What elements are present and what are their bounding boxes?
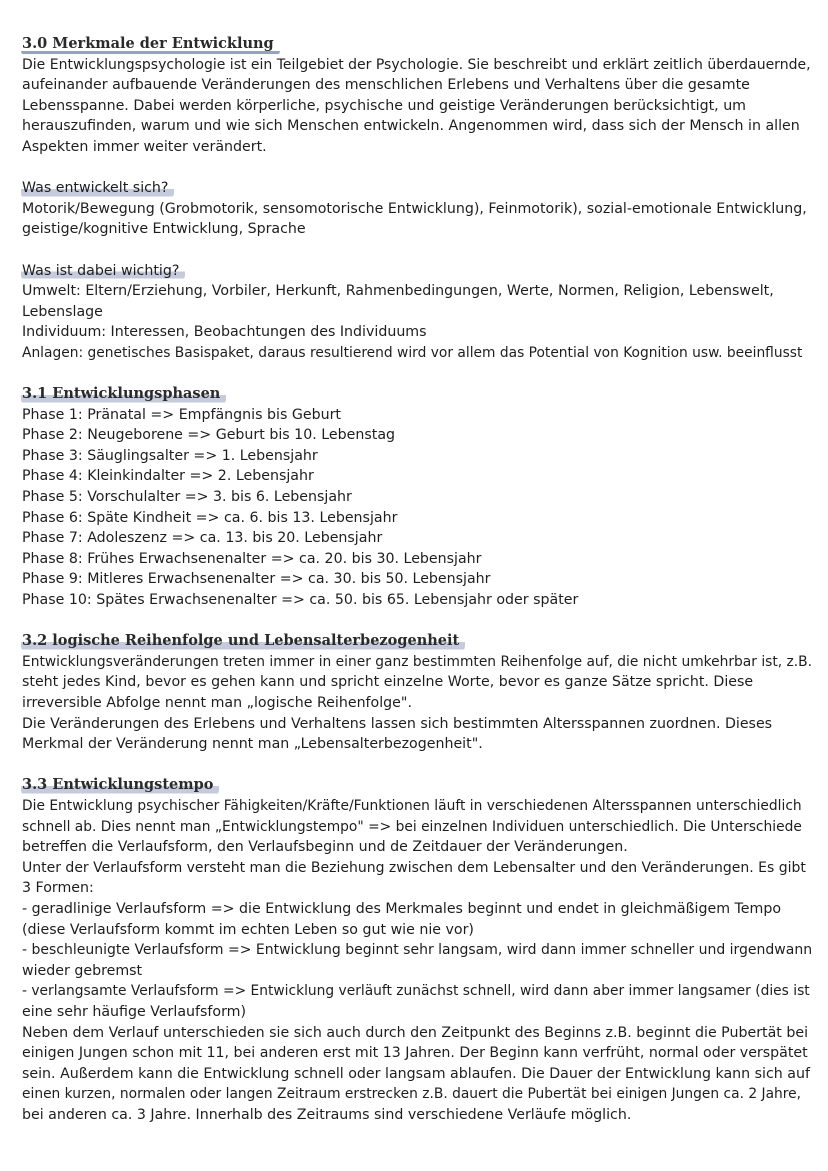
text-line: Anlagen: genetisches Basispaket, daraus resultierend wird vor allem das Potential von Kognition usw. beeinflusst — [22, 344, 803, 361]
text-line: einigen Jungen schon mit 11, bei anderen erst mit 13 Jahren. Der Beginn kann verfrüht, normal oder verspätet — [22, 1045, 808, 1062]
phase-item: Phase 10: Spätes Erwachsenenalter => ca. 50. bis 65. Lebensjahr oder später — [22, 592, 579, 609]
text-line: (diese Verlaufsform kommt im echten Leben so gut wie nie vor) — [22, 921, 474, 938]
text-line: irreversible Abfolge nennt man „logische Reihenfolge". — [22, 695, 412, 711]
section-heading: 3.3 Entwicklungstempo — [21, 775, 219, 796]
text-line: Lebensspanne. Dabei werden körperliche, psychische und geistige Veränderungen berücksichtigt, um — [22, 97, 747, 114]
section-was-entwickelt — [22, 178, 812, 240]
phase-item: Phase 1: Pränatal => Empfängnis bis Geburt — [22, 406, 341, 423]
text-line: sein. Außerdem kann die Entwicklung schnell oder langsam ablaufen. Die Dauer der Entwicklung kann sich auf — [22, 1065, 810, 1082]
text-line: Entwicklungsveränderungen treten immer in einer ganz bestimmten Reihenfolge auf, die nicht umkehrbar ist, z.B. — [22, 653, 812, 670]
text-line: einen kurzen, normalen oder langen Zeitraum erstrecken z.B. dauert die Pubertät bei einigen Jungen ca. 2 Jahre, — [22, 1086, 802, 1103]
text-line: - beschleunigte Verlaufsform => Entwicklung beginnt sehr langsam, wird dann immer schneller und irgendwann — [22, 942, 813, 959]
text-line: Die Veränderungen des Erlebens und Verhaltens lassen sich bestimmten Altersspannen zuordnen. Dieses — [22, 715, 773, 732]
section-was-wichtig — [22, 261, 812, 364]
text-line: Aspekten immer weiter verändert. — [22, 138, 267, 155]
text-line: 3 Formen: — [22, 880, 94, 897]
section-heading: 3.1 Entwicklungsphasen — [21, 384, 226, 405]
text-line: Motorik/Bewegung (Grobmotorik, sensomotorische Entwicklung), Feinmotorik), sozial-emotionale Entwicklung, — [22, 200, 807, 217]
subheading: Was ist dabei wichtig? — [21, 261, 185, 282]
text-line: Umwelt: Eltern/Erziehung, Vorbiler, Herkunft, Rahmenbedingungen, Werte, Normen, Religion, Lebenswelt, — [22, 283, 774, 300]
text-line: geistige/kognitive Entwicklung, Sprache — [22, 221, 306, 238]
text-line: betreffen die Verlaufsform, den Verlaufsbeginn und de Zeitdauer der Veränderungen. — [22, 839, 628, 856]
text-line: Unter der Verlaufsform versteht man die Beziehung zwischen dem Lebensalter und den Veränderungen. Es gibt — [22, 859, 806, 876]
text-line: Die Entwicklungspsychologie ist ein Teilgebiet der Psychologie. Sie beschreibt und erklärt zeitlich überdauernde, — [22, 56, 811, 73]
phase-item: Phase 8: Frühes Erwachsenenalter => ca. 20. bis 30. Lebensjahr — [22, 550, 482, 567]
document-page — [22, 34, 812, 1125]
phase-item: Phase 4: Kleinkindalter => 2. Lebensjahr — [22, 468, 314, 485]
text-line: - geradlinige Verlaufsform => die Entwicklung des Merkmales beginnt und endet in gleichmäßigem Tempo — [22, 900, 782, 917]
text-line: Lebenslage — [22, 303, 103, 320]
text-line: herauszufinden, warum und wie sich Menschen entwickeln. Angenommen wird, dass sich der Mensch in allen — [22, 118, 800, 135]
phase-item: Phase 7: Adoleszenz => ca. 13. bis 20. Lebensjahr — [22, 530, 383, 547]
phase-item: Phase 3: Säuglingsalter => 1. Lebensjahr — [22, 447, 318, 464]
section-heading: 3.0 Merkmale der Entwicklung — [21, 34, 280, 55]
text-line: Merkmal der Veränderung nennt man „Lebensalterbezogenheit". — [22, 736, 483, 753]
phase-item: Phase 9: Mitleres Erwachsenenalter => ca. 30. bis 50. Lebensjahr — [22, 571, 491, 588]
text-line: aufeinander aufbauende Veränderungen des menschlichen Erlebens und Verhaltens über die gesamte — [22, 77, 750, 94]
text-line: bei anderen ca. 3 Jahre. Innerhalb des Zeitraums sind verschiedene Verläufe möglich. — [22, 1106, 632, 1123]
phase-item: Phase 2: Neugeborene => Geburt bis 10. Lebenstag — [22, 427, 396, 444]
section-3-1 — [22, 384, 812, 611]
section-heading: 3.2 logische Reihenfolge und Lebensalterbezogenheit — [21, 631, 465, 652]
text-line: schnell ab. Dies nennt man „Entwicklungstempo" => bei einzelnen Individuen unterschiedlich. Die Unterschiede — [22, 818, 802, 835]
text-line: wieder gebremst — [22, 962, 143, 979]
text-line: eine sehr häufige Verlaufsform) — [22, 1003, 247, 1020]
section-3-2 — [22, 631, 812, 755]
section-3-0 — [22, 34, 812, 158]
text-line: steht jedes Kind, bevor es gehen kann und spricht einzelne Worte, bevor es ganze Sätze spricht. Diese — [22, 674, 754, 691]
text-line: - verlangsamte Verlaufsform => Entwicklung verläuft zunächst schnell, wird dann aber immer langsamer (dies ist — [22, 983, 810, 1000]
text-line: Die Entwicklung psychischer Fähigkeiten/Kräfte/Funktionen läuft in verschiedenen Altersspannen unterschiedlich — [22, 797, 802, 814]
text-line: Neben dem Verlauf unterschieden sie sich auch durch den Zeitpunkt des Beginns z.B. beginnt die Pubertät bei — [22, 1024, 809, 1041]
subheading: Was entwickelt sich? — [21, 178, 174, 199]
text-line: Individuum: Interessen, Beobachtungen des Individuums — [22, 324, 427, 341]
phase-item: Phase 6: Späte Kindheit => ca. 6. bis 13. Lebensjahr — [22, 509, 398, 526]
phase-item: Phase 5: Vorschulalter => 3. bis 6. Lebensjahr — [22, 489, 352, 506]
section-3-3 — [22, 775, 812, 1125]
